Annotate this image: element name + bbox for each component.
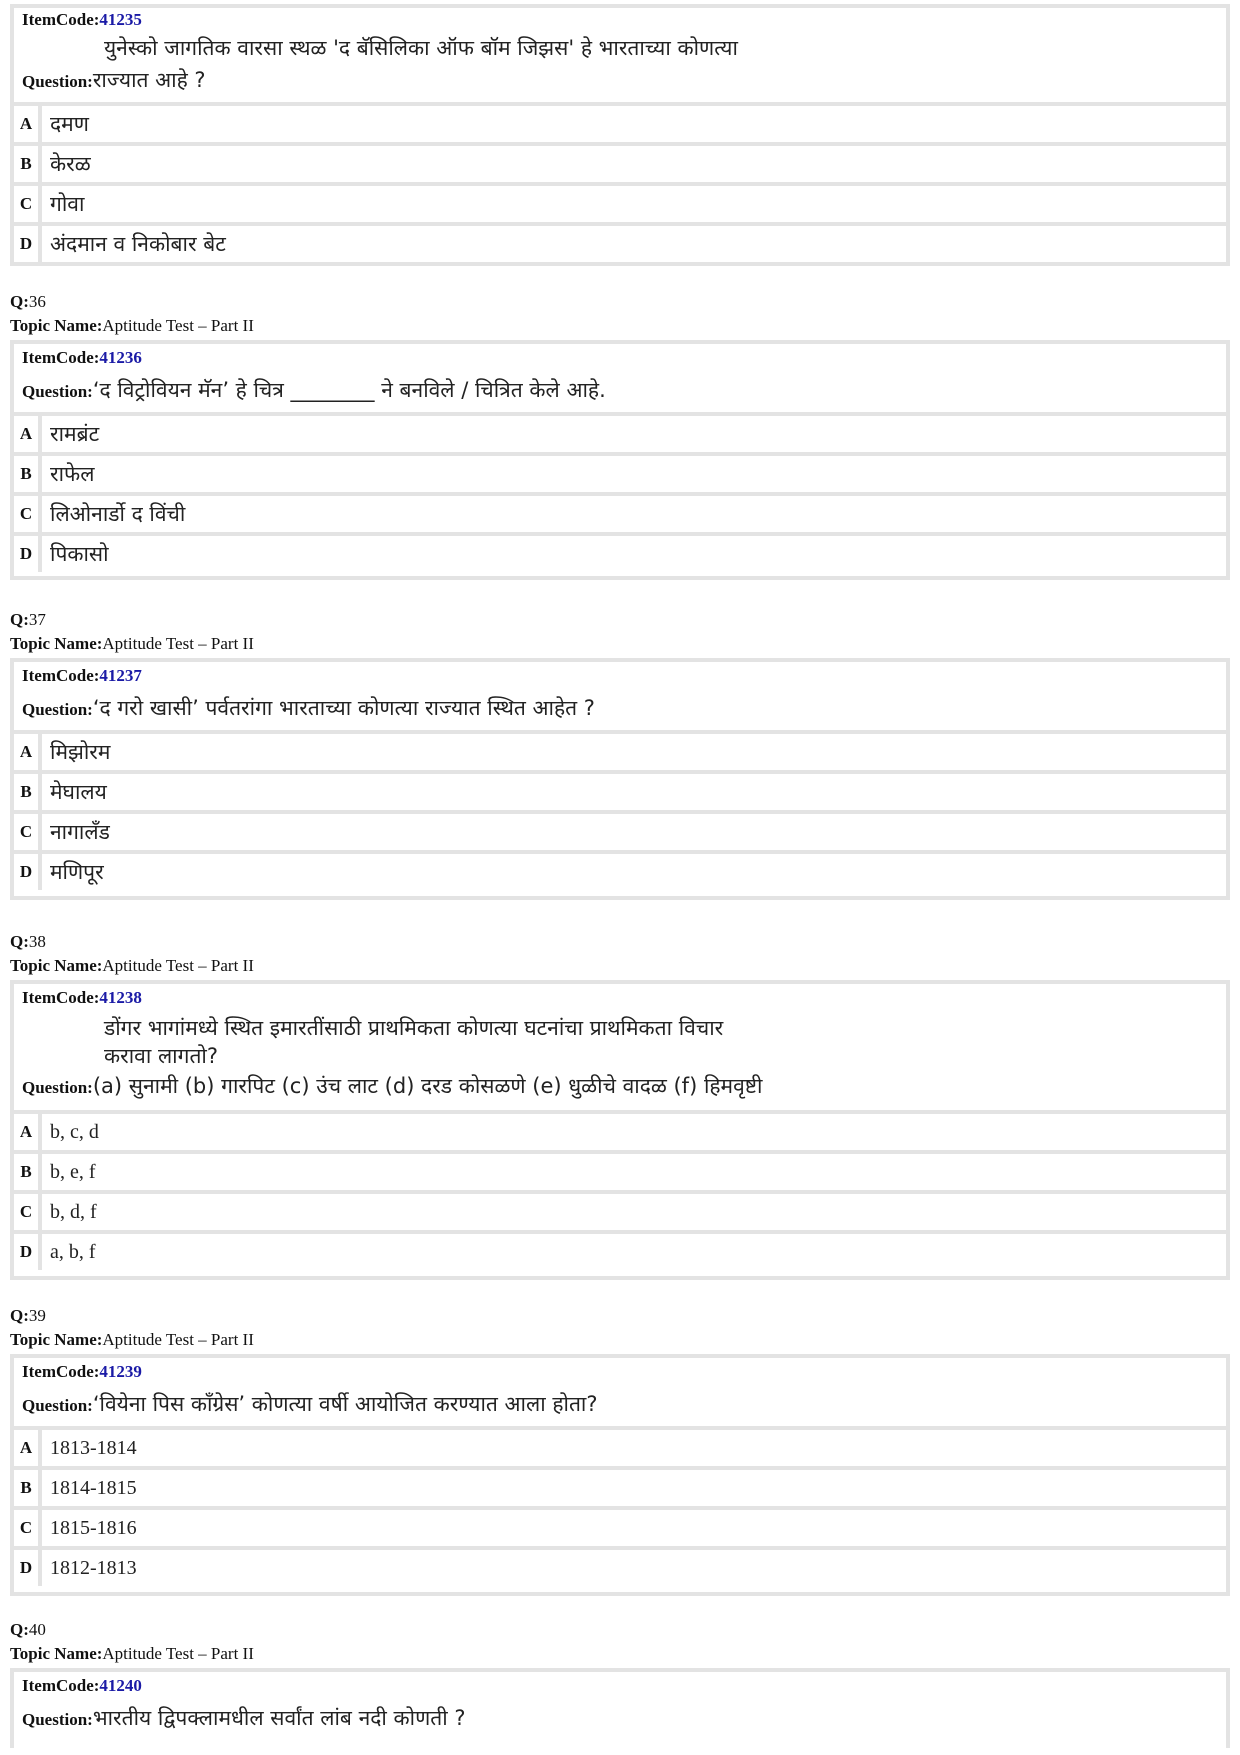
topic-value: Aptitude Test – Part II <box>102 1330 254 1349</box>
option-text: राफेल <box>50 462 95 486</box>
question-header <box>14 8 1226 102</box>
item-code-label: ItemCode: <box>22 1676 100 1695</box>
option-text: 1812-1813 <box>50 1556 137 1579</box>
option-text: गोवा <box>50 192 85 216</box>
q-prefix: Q: <box>10 292 29 311</box>
option-letter: A <box>14 106 42 142</box>
option-text: नागालँड <box>50 820 110 844</box>
option-letter: D <box>14 854 42 890</box>
option-text: रामब्रंट <box>50 422 100 446</box>
option-row[interactable] <box>14 1426 1226 1466</box>
question-text-line: ‘वियेना पिस काँग्रेस’ कोणत्या वर्षी आयोजित करण्यात आला होता? <box>92 1392 598 1416</box>
question-label: Question: <box>22 382 93 401</box>
option-text: पिकासो <box>50 542 109 566</box>
q-number-value: 39 <box>28 1306 46 1325</box>
question-label: Question: <box>22 1396 93 1415</box>
question-number <box>10 930 46 954</box>
question-text-line: राज्यात आहे ? <box>92 68 206 92</box>
q-prefix: Q: <box>10 932 29 951</box>
option-letter: D <box>14 226 42 262</box>
option-row[interactable] <box>14 492 1226 532</box>
topic-value: Aptitude Test – Part II <box>102 956 254 975</box>
option-row[interactable] <box>14 1230 1226 1270</box>
topic-value: Aptitude Test – Part II <box>102 316 254 335</box>
option-row[interactable] <box>14 1190 1226 1230</box>
option-text: b, c, d <box>50 1120 99 1143</box>
option-row[interactable] <box>14 1506 1226 1546</box>
topic-value: Aptitude Test – Part II <box>102 634 254 653</box>
question-number <box>10 1618 46 1642</box>
item-code-label: ItemCode: <box>22 348 100 367</box>
option-letter: A <box>14 1430 42 1466</box>
option-row[interactable] <box>14 412 1226 452</box>
option-row[interactable] <box>14 810 1226 850</box>
q-prefix: Q: <box>10 1620 29 1639</box>
option-letter: B <box>14 146 42 182</box>
q-number-value: 40 <box>28 1620 46 1639</box>
option-text: b, d, f <box>50 1200 97 1223</box>
q-number-value: 38 <box>28 932 46 951</box>
option-row[interactable] <box>14 532 1226 572</box>
topic-line <box>10 954 254 978</box>
question-card <box>10 1668 1230 1748</box>
option-row[interactable] <box>14 1150 1226 1190</box>
question-header <box>14 662 1226 730</box>
option-text: 1815-1816 <box>50 1516 137 1539</box>
option-letter: D <box>14 1234 42 1270</box>
question-label: Question: <box>22 1078 93 1097</box>
question-text-line: (a) सुनामी (b) गारपिट (c) उंच लाट (d) दरड कोसळणे (e) धुळीचे वादळ (f) हिमवृष्टी <box>92 1074 763 1098</box>
item-code: 41240 <box>99 1676 142 1695</box>
item-code: 41235 <box>99 10 142 29</box>
option-text: मणिपूर <box>50 860 104 884</box>
topic-label: Topic Name: <box>10 1330 103 1349</box>
option-text: लिओनार्डो द विंची <box>50 502 186 526</box>
item-code: 41238 <box>99 988 142 1007</box>
topic-label: Topic Name: <box>10 634 103 653</box>
option-row[interactable] <box>14 1546 1226 1586</box>
item-code: 41239 <box>99 1362 142 1381</box>
option-letter: C <box>14 814 42 850</box>
question-number <box>10 1304 46 1328</box>
question-text-line: भारतीय द्विपक्लामधील सर्वांत लांब नदी कोणती ? <box>92 1706 466 1730</box>
option-letter: C <box>14 496 42 532</box>
question-card <box>10 340 1230 580</box>
question-text-line: डोंगर भागांमध्ये स्थित इमारतींसाठी प्राथमिकता कोणत्या घटनांचा प्राथमिकता विचार <box>104 1016 724 1040</box>
question-card <box>10 658 1230 900</box>
option-row[interactable] <box>14 182 1226 222</box>
item-code-label: ItemCode: <box>22 666 100 685</box>
option-letter: A <box>14 416 42 452</box>
q-number-value: 37 <box>28 610 46 629</box>
option-letter: C <box>14 186 42 222</box>
question-text-line: करावा लागतो? <box>104 1044 219 1068</box>
item-code: 41236 <box>99 348 142 367</box>
question-card <box>10 4 1230 266</box>
option-text: अंदमान व निकोबार बेट <box>50 232 226 256</box>
option-row[interactable] <box>14 730 1226 770</box>
option-text: मेघालय <box>50 780 107 804</box>
question-header <box>14 1672 1226 1748</box>
option-letter: C <box>14 1510 42 1546</box>
question-number <box>10 290 46 314</box>
topic-line <box>10 314 254 338</box>
option-row[interactable] <box>14 850 1226 890</box>
topic-label: Topic Name: <box>10 956 103 975</box>
option-row[interactable] <box>14 142 1226 182</box>
option-letter: B <box>14 774 42 810</box>
option-text: दमण <box>50 112 89 136</box>
option-letter: A <box>14 734 42 770</box>
topic-line <box>10 1328 254 1352</box>
item-code: 41237 <box>99 666 142 685</box>
option-row[interactable] <box>14 222 1226 262</box>
option-letter: D <box>14 1550 42 1586</box>
option-row[interactable] <box>14 770 1226 810</box>
q-prefix: Q: <box>10 1306 29 1325</box>
item-code-label: ItemCode: <box>22 988 100 1007</box>
question-text-line: ‘द गरो खासी’ पर्वतरांगा भारताच्या कोणत्या राज्यात स्थित आहेत ? <box>92 696 595 720</box>
option-row[interactable] <box>14 102 1226 142</box>
topic-label: Topic Name: <box>10 1644 103 1663</box>
question-header <box>14 344 1226 412</box>
option-row[interactable] <box>14 452 1226 492</box>
question-number <box>10 608 46 632</box>
option-text: a, b, f <box>50 1240 96 1263</box>
option-letter: B <box>14 456 42 492</box>
question-header <box>14 984 1226 1110</box>
q-prefix: Q: <box>10 610 29 629</box>
option-letter: C <box>14 1194 42 1230</box>
item-code-label: ItemCode: <box>22 10 100 29</box>
question-label: Question: <box>22 1710 93 1729</box>
option-row[interactable] <box>14 1466 1226 1506</box>
option-letter: D <box>14 536 42 572</box>
question-text-line: ‘द विट्रोवियन मॅन’ हे चित्र ________ ने बनविले / चित्रित केले आहे. <box>92 378 606 402</box>
q-number-value: 36 <box>28 292 46 311</box>
option-text: मिझोरम <box>50 740 111 764</box>
option-row[interactable] <box>14 1110 1226 1150</box>
option-text: केरळ <box>50 152 91 176</box>
question-label: Question: <box>22 72 93 91</box>
option-letter: B <box>14 1470 42 1506</box>
topic-line <box>10 1642 254 1666</box>
item-code-label: ItemCode: <box>22 1362 100 1381</box>
topic-value: Aptitude Test – Part II <box>102 1644 254 1663</box>
topic-line <box>10 632 254 656</box>
option-letter: A <box>14 1114 42 1150</box>
question-text-line: युनेस्को जागतिक वारसा स्थळ 'द बॅसिलिका ऑफ बॉम जिझस' हे भारताच्या कोणत्या <box>104 36 738 60</box>
question-card <box>10 1354 1230 1596</box>
option-text: b, e, f <box>50 1160 96 1183</box>
option-letter: B <box>14 1154 42 1190</box>
question-card <box>10 980 1230 1280</box>
topic-label: Topic Name: <box>10 316 103 335</box>
option-text: 1814-1815 <box>50 1476 137 1499</box>
question-label: Question: <box>22 700 93 719</box>
option-text: 1813-1814 <box>50 1436 137 1459</box>
question-header <box>14 1358 1226 1426</box>
